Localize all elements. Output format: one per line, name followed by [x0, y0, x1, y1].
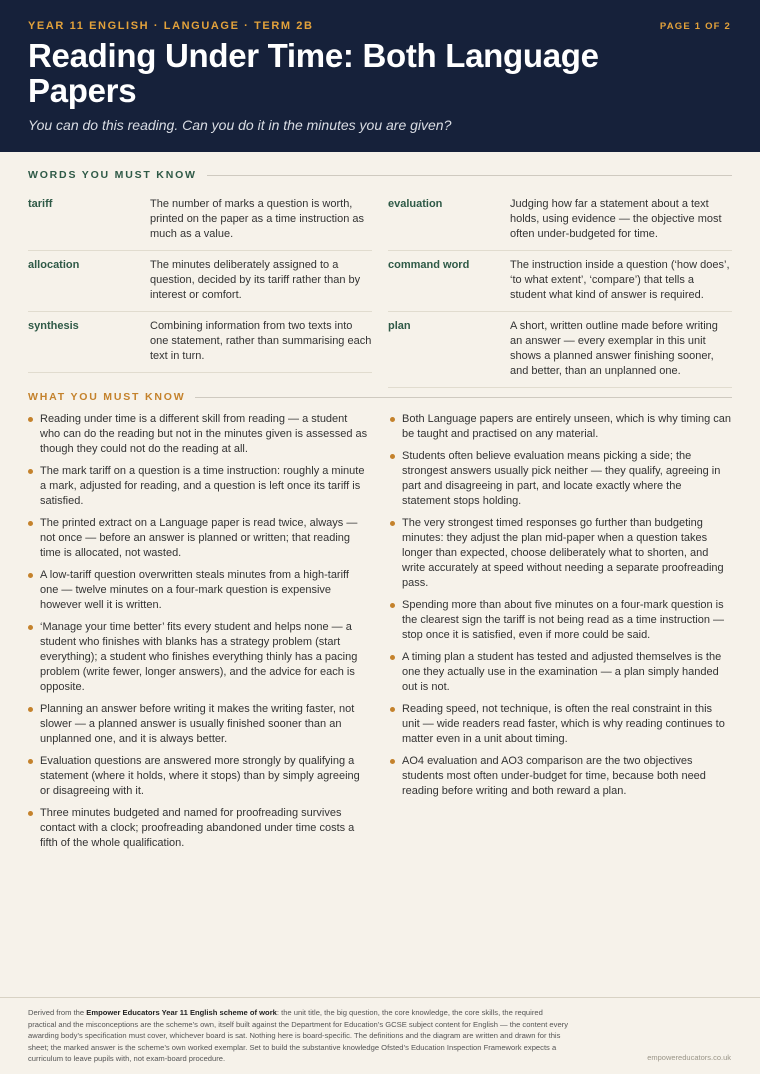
bullet-dot-icon	[28, 707, 33, 712]
knowledge-list-right	[390, 412, 732, 806]
knowledge-text: Evaluation questions are answered more strongly by qualifying a statement (where it holds, where it stops) than by simply agreeing or disagreeing with it.	[40, 755, 360, 797]
vocab-term: plan	[388, 320, 411, 332]
bullet-dot-icon	[390, 655, 395, 660]
knowledge-text: The mark tariff on a question is a time instruction: roughly a minute a mark, adjusted for reading, and a question is left once its tariff is satisfied.	[40, 465, 365, 507]
bullet-dot-icon	[28, 573, 33, 578]
source-prefix: Derived from the	[28, 1008, 87, 1017]
vocab-term: command word	[388, 259, 470, 271]
vocab-definition: The minutes deliberately assigned to a question, decided by its tariff rather than by interest or comfort.	[150, 259, 361, 301]
knowledge-text: AO4 evaluation and AO3 comparison are the two objectives students most often under-budget for time, because both need reading before writing and both reward a plan.	[402, 755, 706, 797]
vocab-definition: Judging how far a statement about a text holds, using evidence — the objective most often under-budgeted for time.	[510, 198, 722, 240]
bullet-dot-icon	[28, 811, 33, 816]
source-body: : the unit title, the big question, the core knowledge, the core skills, the required practical and the misconceptions are the scheme’s own, itself built against the Department for Education’s GCSE subject content for English — the content every awarding body’s specification must cover, whichever board is sat. Nothing here is board-specific. The definitions and the diagram are written and drawn for this sheet; the marked answer is the scheme’s own worked exemplar. Set to build the substantive knowledge Ofsted’s Education Inspection Framework expects a curriculum to leave pupils with, not exam-board procedure.	[28, 1008, 569, 1064]
footer-divider	[0, 997, 760, 998]
knowledge-item	[390, 516, 732, 591]
knowledge-item	[28, 412, 370, 457]
knowledge-item	[28, 516, 370, 561]
vocab-row	[28, 190, 372, 251]
vocab-row	[388, 312, 732, 388]
knowledge-item	[28, 620, 370, 695]
knowledge-text: Spending more than about five minutes on a four-mark question is the clearest sign the tariff is not being read as a time instruction — stop once it is satisfied, even if more could be said.	[402, 599, 725, 641]
knowledge-item	[28, 754, 370, 799]
knowledge-text: Three minutes budgeted and named for proofreading survives contact with a clock; proofreading abandoned under time costs a fifth of the whole qualification.	[40, 807, 355, 849]
bullet-dot-icon	[390, 759, 395, 764]
course-kicker: YEAR 11 ENGLISH · LANGUAGE · TERM 2B	[28, 20, 314, 32]
vocab-row	[388, 190, 732, 251]
vocab-list-left	[28, 190, 372, 373]
page-title: Reading Under Time: Both Language Papers	[28, 37, 599, 109]
knowledge-item	[390, 702, 732, 747]
knowledge-text: Reading speed, not technique, is often the real constraint in this unit — wide readers read faster, which is why reading continues to matter even in a unit about timing.	[402, 703, 725, 745]
site-url: empowereducators.co.uk	[647, 1053, 731, 1062]
source-title: Empower Educators Year 11 English scheme of work	[86, 1008, 277, 1017]
section-divider	[207, 175, 732, 176]
vocab-definition: The instruction inside a question (‘how does’, ‘to what extent’, ‘compare’) that tells a student what kind of answer is required.	[510, 259, 730, 301]
knowledge-item	[390, 650, 732, 695]
bullet-dot-icon	[28, 469, 33, 474]
knowledge-item	[28, 702, 370, 747]
knowledge-section-heading	[28, 390, 732, 404]
bullet-dot-icon	[390, 603, 395, 608]
vocab-row	[28, 251, 372, 312]
vocab-term: evaluation	[388, 198, 443, 210]
vocab-definition: The number of marks a question is worth, printed on the paper as a time instruction as much as a value.	[150, 198, 365, 240]
page-header	[0, 0, 760, 152]
knowledge-text: Both Language papers are entirely unseen, which is why timing can be taught and practised on any material.	[402, 413, 731, 440]
vocab-row	[388, 251, 732, 312]
knowledge-item	[28, 806, 370, 851]
vocab-term: synthesis	[28, 320, 79, 332]
knowledge-item	[28, 568, 370, 613]
bullet-dot-icon	[390, 707, 395, 712]
knowledge-text: The printed extract on a Language paper is read twice, always — not once — before an answer is planned or written; that reading time is allocated, not wasted.	[40, 517, 358, 559]
vocab-definition: A short, written outline made before writing an answer — every exemplar in this unit shows a planned answer finishing sooner, and better, than an unplanned one.	[510, 320, 718, 377]
section-divider	[195, 397, 732, 398]
bullet-dot-icon	[28, 625, 33, 630]
bullet-dot-icon	[28, 521, 33, 526]
knowledge-text: Planning an answer before writing it makes the writing faster, not slower — a planned answer is usually finished sooner than an unplanned one, and it is always better.	[40, 703, 355, 745]
bullet-dot-icon	[390, 521, 395, 526]
source-note	[28, 1007, 573, 1065]
bullet-dot-icon	[390, 454, 395, 459]
knowledge-heading-text: WHAT YOU MUST KNOW	[28, 391, 186, 403]
knowledge-text: Students often believe evaluation means picking a side; the strongest answers usually pick neither — they qualify, agreeing in part and disagreeing in part, and locate exactly where the statement stops holding.	[402, 450, 721, 507]
knowledge-item	[390, 412, 732, 442]
vocab-section-heading	[28, 168, 732, 182]
knowledge-item	[28, 464, 370, 509]
knowledge-text: A low-tariff question overwritten steals minutes from a high-tariff one — twelve minutes on a four-mark question is expensive however well it is written.	[40, 569, 349, 611]
knowledge-text: Reading under time is a different skill from reading — a student who can do the reading but not in the minutes given is assessed as though they could not do the reading at all.	[40, 413, 368, 455]
bullet-dot-icon	[28, 417, 33, 422]
knowledge-item	[390, 754, 732, 799]
knowledge-item	[390, 449, 732, 509]
knowledge-text: The very strongest timed responses go further than budgeting minutes: they adjust the plan mid-paper when a question takes longer than expected, choose deliberately what to shorten, and write accurately at speed without needing a separate proofreading pass.	[402, 517, 724, 589]
knowledge-item	[390, 598, 732, 643]
page-number: PAGE 1 OF 2	[659, 21, 731, 32]
vocab-row	[28, 312, 372, 373]
vocab-heading-text: WORDS YOU MUST KNOW	[28, 169, 197, 181]
vocab-term: tariff	[28, 198, 53, 210]
knowledge-list-left	[28, 412, 370, 858]
page-subtitle: You can do this reading. Can you do it in the minutes you are given?	[28, 117, 452, 133]
knowledge-text: A timing plan a student has tested and adjusted themselves is the one they actually use in the examination — a plan simply handed out is not.	[402, 651, 722, 693]
bullet-dot-icon	[28, 759, 33, 764]
bullet-dot-icon	[390, 417, 395, 422]
vocab-definition: Combining information from two texts into one statement, rather than summarising each text in turn.	[150, 320, 372, 362]
vocab-list-right	[388, 190, 732, 388]
vocab-term: allocation	[28, 259, 80, 271]
knowledge-text: ‘Manage your time better’ fits every student and helps none — a student who finishes with blanks has a strategy problem (start everything); a student who finishes everything thinly has a pacing problem (write fewer, longer answers), and the advice for each is opposite.	[40, 621, 358, 693]
